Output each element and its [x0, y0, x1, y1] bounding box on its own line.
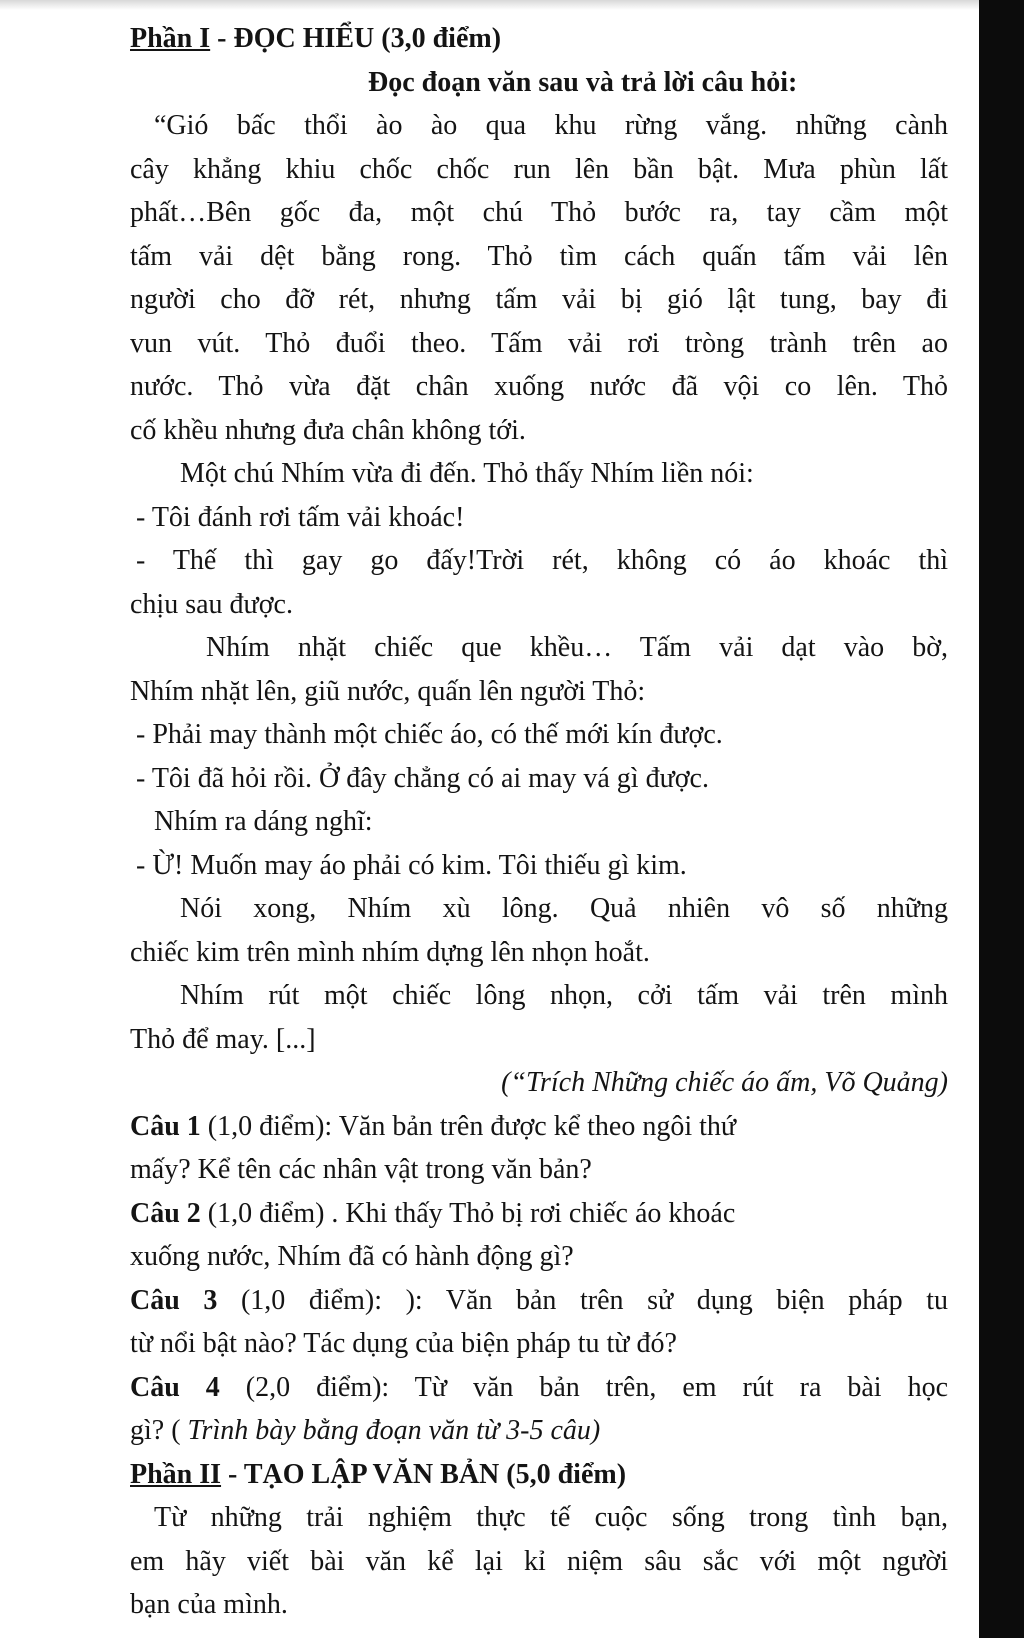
passage-line: tấm vải dệt bằng rong. Thỏ tìm cách quấn tấm vải lên	[130, 240, 948, 272]
passage-line: Một chú Nhím vừa đi đến. Thỏ thấy Nhím liền nói:	[180, 458, 754, 489]
dialogue-line: - Phải may thành một chiếc áo, có thế mới kín được.	[136, 719, 723, 750]
part1-instruction: Đọc đoạn văn sau và trả lời câu hỏi:	[368, 66, 798, 98]
question-label: Câu 2	[130, 1197, 201, 1229]
passage-line: Nói xong, Nhím xù lông. Quả nhiên vô số những	[180, 893, 948, 924]
passage-line: “Gió bấc thổi ào ào qua khu rừng vắng. những cành	[154, 110, 948, 141]
exam-page	[130, 0, 948, 1627]
passage-line: chịu sau được.	[130, 588, 293, 620]
question-text: (1,0 điểm) . Khi thấy Thỏ bị rơi chiếc áo khoác	[200, 1197, 736, 1229]
source-citation: (“Trích Những chiếc áo ấm, Võ Quảng)	[501, 1067, 948, 1098]
question-2	[130, 1192, 948, 1236]
passage-line: phất…Bên gốc đa, một chú Thỏ bước ra, tay cầm một	[130, 197, 948, 228]
passage-line: Thỏ để may. [...]	[130, 1023, 316, 1055]
part2-title: - TẠO LẬP VĂN BẢN (5,0 điểm)	[221, 1458, 627, 1490]
dialogue-line: - Thế thì gay go đấy!Trời rét, không có áo khoác thì	[136, 545, 948, 576]
part2-prompt-line: em hãy viết bài văn kể lại kỉ niệm sâu sắc với một người	[130, 1545, 948, 1577]
part2-prompt-line: Từ những trải nghiệm thực tế cuộc sống trong tình bạn,	[154, 1502, 948, 1533]
passage-line: Nhím nhặt lên, giũ nước, quấn lên người Thỏ:	[130, 675, 646, 707]
question-text	[130, 1409, 948, 1453]
question-text: (2,0 điểm): Từ văn bản trên, em rút ra bài học	[219, 1371, 948, 1403]
question-text: từ nổi bật nào? Tác dụng của biện pháp tu từ đó?	[130, 1328, 677, 1359]
passage-line: Nhím rút một chiếc lông nhọn, cởi tấm vải trên mình	[180, 980, 948, 1011]
passage-line: chiếc kim trên mình nhím dựng lên nhọn hoắt.	[130, 936, 650, 968]
passage-line: Nhím ra dáng nghĩ:	[154, 806, 373, 837]
part2-prompt-line: bạn của mình.	[130, 1589, 288, 1620]
passage-line: nước. Thỏ vừa đặt chân xuống nước đã vội co lên. Thỏ	[130, 371, 948, 402]
question-label: Câu 1	[130, 1110, 201, 1142]
part1-title: - ĐỌC HIỂU (3,0 điểm)	[210, 23, 502, 54]
passage-line: Nhím nhặt chiếc que khều… Tấm vải dạt vào bờ,	[206, 632, 948, 663]
question-text-plain: gì? (	[130, 1415, 188, 1446]
question-4	[130, 1366, 948, 1410]
part2-label: Phần II	[130, 1458, 222, 1490]
dialogue-line: - Tôi đã hỏi rồi. Ở đây chẳng có ai may vá gì được.	[136, 762, 709, 794]
question-text: xuống nước, Nhím đã có hành động gì?	[130, 1241, 574, 1272]
part1-label: Phần I	[130, 23, 211, 54]
dialogue-line: - Tôi đánh rơi tấm vải khoác!	[136, 501, 465, 533]
passage-line: cố khều nhưng đưa chân không tới.	[130, 414, 526, 446]
question-text-italic: Trình bày bằng đoạn văn từ 3-5 câu)	[187, 1415, 601, 1446]
question-1	[130, 1105, 948, 1149]
question-text: mấy? Kể tên các nhân vật trong văn bản?	[130, 1154, 592, 1185]
passage-line: cây khẳng khiu chốc chốc run lên bần bật. Mưa phùn lất	[130, 153, 948, 185]
question-label: Câu 3	[130, 1284, 218, 1316]
passage-line: vun vút. Thỏ đuổi theo. Tấm vải rơi tròng trành trên ao	[130, 327, 948, 359]
passage-line: người cho đỡ rét, nhưng tấm vải bị gió lật tung, bay đi	[130, 284, 948, 315]
questions	[130, 1105, 948, 1453]
question-text: (1,0 điểm): ): Văn bản trên sử dụng biện pháp tu	[217, 1284, 948, 1316]
part1-heading	[130, 17, 948, 61]
passage	[130, 104, 948, 1061]
dark-background-edge	[979, 0, 1024, 1638]
question-3	[130, 1279, 948, 1323]
part2-heading	[130, 1453, 948, 1497]
dialogue-line: - Ừ! Muốn may áo phải có kim. Tôi thiếu gì kim.	[136, 849, 687, 881]
question-text: (1,0 điểm): Văn bản trên được kể theo ngôi thứ	[200, 1110, 737, 1142]
question-label: Câu 4	[130, 1371, 220, 1403]
